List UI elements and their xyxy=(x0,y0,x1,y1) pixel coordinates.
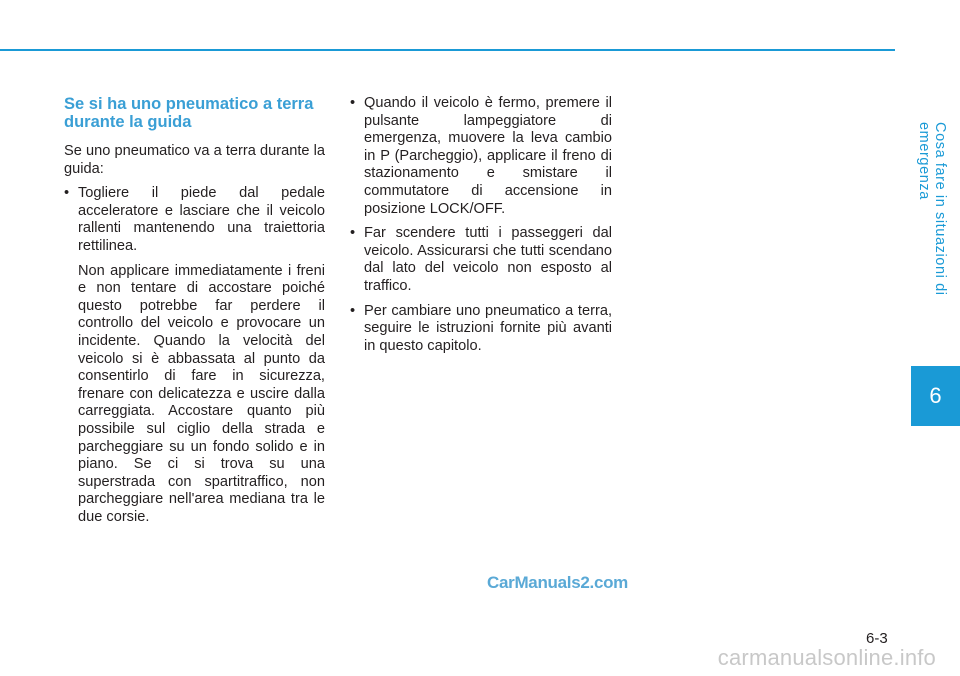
bullet-glyph: • xyxy=(64,185,70,202)
header-rule xyxy=(0,49,895,51)
right-bullet-list xyxy=(350,95,612,355)
list-item xyxy=(350,303,612,356)
bullet-text: Far scendere tutti i passeggeri dal veicolo. Assicurarsi che tutti scendano dal lato del veicolo non esposto al traffico. xyxy=(364,225,612,294)
bullet-glyph: • xyxy=(350,302,356,319)
chapter-number: 6 xyxy=(929,383,942,408)
bullet-glyph: • xyxy=(350,95,356,111)
list-item xyxy=(350,225,612,295)
chapter-side-title: Cosa fare in situazioni di emergenza xyxy=(916,122,948,296)
footer-watermark: carmanualsonline.info xyxy=(717,645,936,670)
page-number: 6-3 xyxy=(866,630,888,647)
section-heading: Se si ha uno pneumatico a terra durante la guida xyxy=(64,95,314,131)
chapter-tab xyxy=(911,366,960,426)
left-column xyxy=(64,95,325,533)
watermark-link[interactable]: CarManuals2.com xyxy=(487,573,628,592)
bullet-text: Quando il veicolo è fermo, premere il pulsante lampeggiatore di emergenza, muovere la leva cambio in P (Parcheggio), applicare il freno di stazionamento e smistare il commutatore di accensione in posizione LOCK/OFF. xyxy=(364,95,612,217)
bullet-text: Togliere il piede dal pedale acceleratore e lasciare che il veicolo rallenti mantenendo una traiettoria rettilinea. xyxy=(78,185,325,254)
right-column xyxy=(350,95,612,362)
left-bullet-list xyxy=(64,185,325,526)
list-item xyxy=(64,185,325,526)
bullet-subparagraph: Non applicare immediatamente i freni e non tentare di accostare poiché questo potrebbe far perdere il controllo del veicolo e provocare un incidente. Quando la velocità del veicolo si è abbassata al punto da consentirlo di fare in sicurezza, frenare con delicatezza e uscire dalla carreggiata. Accostare quanto più possibile sul ciglio della strada e parcheggiare su un fondo solido e in piano. Se ci si trova su una superstrada con spartitraffico, non parcheggiare nell'area mediana tra le due corsie. xyxy=(78,262,325,525)
bullet-glyph: • xyxy=(350,225,356,242)
intro-paragraph: Se uno pneumatico va a terra durante la guida: xyxy=(64,143,325,177)
bullet-text: Per cambiare uno pneumatico a terra, seguire le istruzioni fornite più avanti in questo capitolo. xyxy=(364,302,612,354)
list-item xyxy=(350,95,612,218)
